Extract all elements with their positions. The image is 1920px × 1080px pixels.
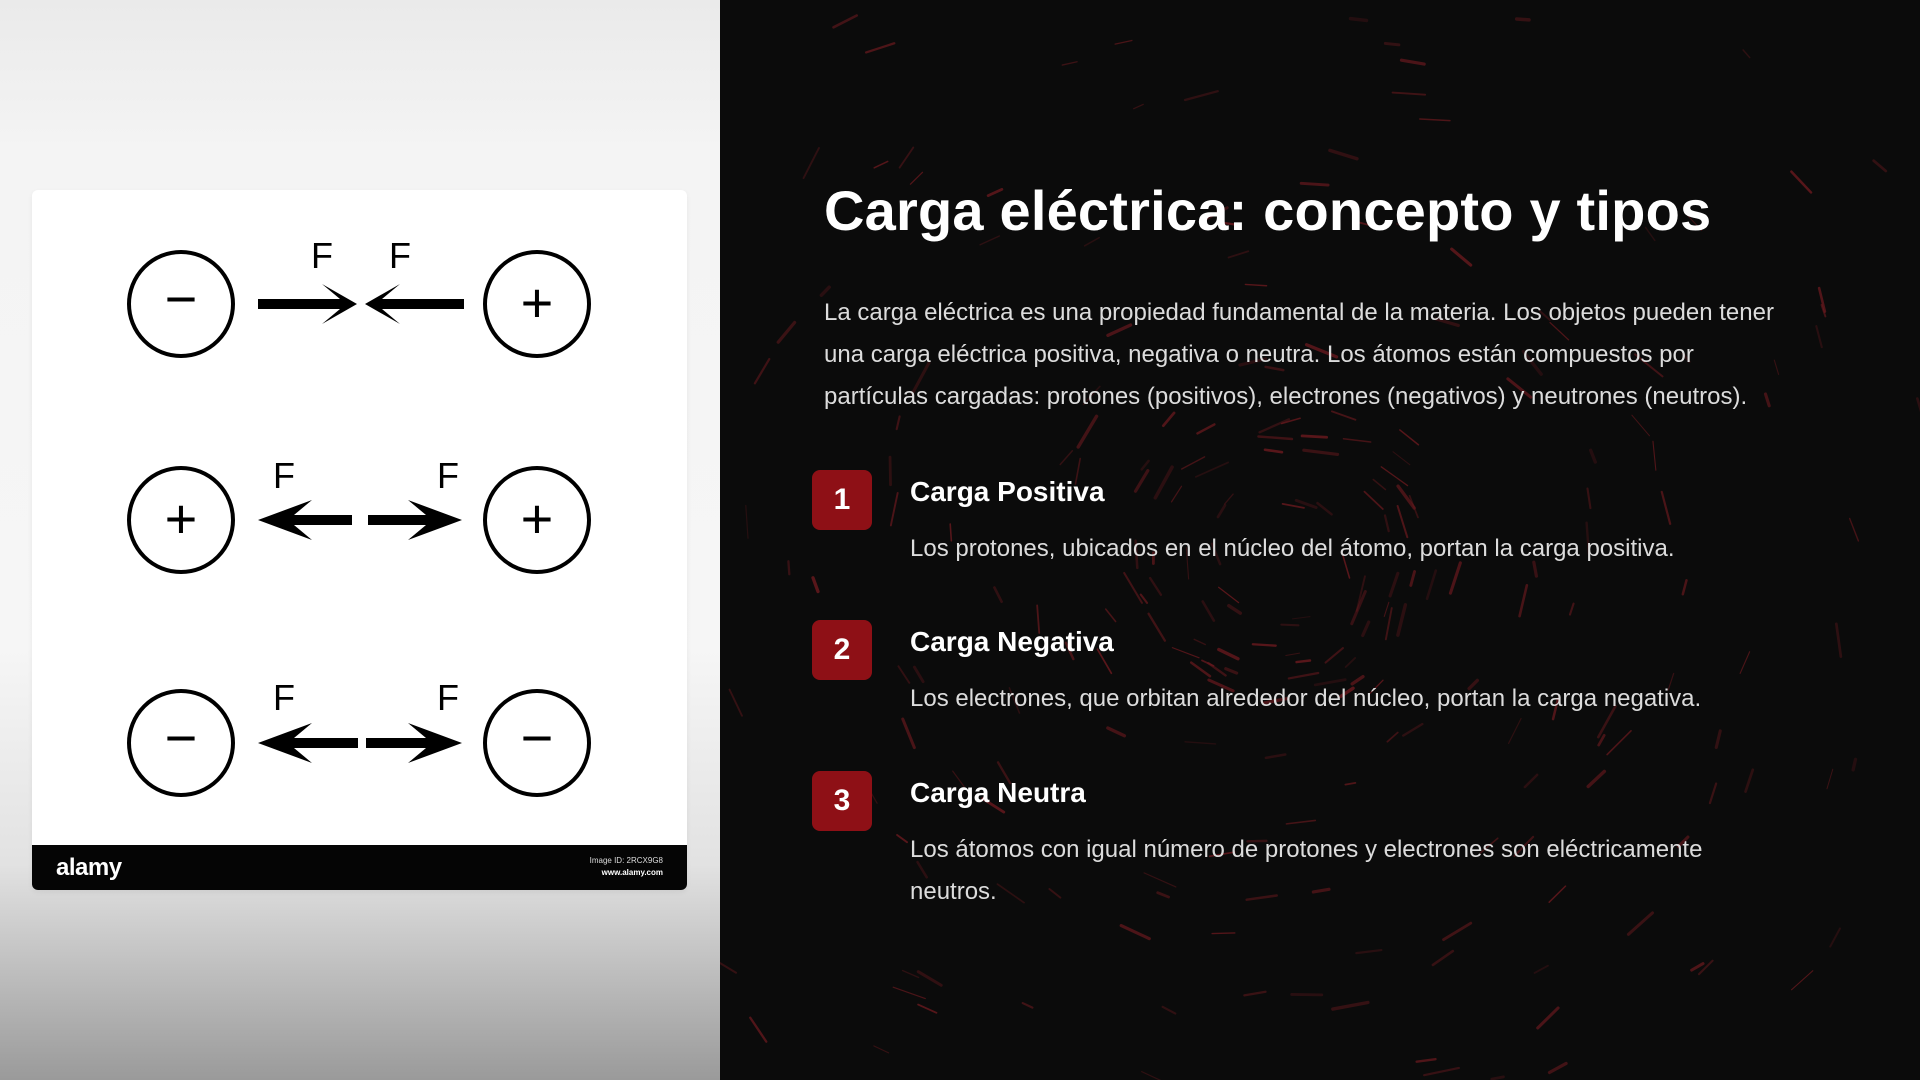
background-streak xyxy=(813,578,818,592)
background-streak xyxy=(746,505,748,538)
charge-force-diagram xyxy=(32,190,687,845)
force-label-left: F xyxy=(273,677,295,718)
background-streak xyxy=(1163,1007,1176,1014)
background-streak xyxy=(1219,650,1238,659)
stock-image xyxy=(32,190,687,890)
background-streak xyxy=(1420,119,1450,121)
background-streak xyxy=(1830,928,1840,946)
image-panel xyxy=(0,0,720,1080)
background-streak xyxy=(1433,951,1453,965)
background-streak xyxy=(1653,441,1656,470)
background-streak xyxy=(1292,617,1310,619)
background-streak xyxy=(720,955,736,973)
background-streak xyxy=(1588,771,1604,786)
background-streak xyxy=(1570,604,1574,615)
background-streak xyxy=(1390,573,1398,596)
background-streak xyxy=(804,148,819,178)
background-streak xyxy=(1108,728,1125,736)
item-description: Los electrones, que orbitan alrededor del núcleo, portan la carga negativa. xyxy=(910,685,1702,712)
alamy-logo: alamy xyxy=(56,854,122,881)
background-streak xyxy=(874,1046,889,1053)
background-streak xyxy=(1283,504,1304,508)
background-streak xyxy=(1836,624,1841,657)
background-streak xyxy=(918,972,941,986)
background-streak xyxy=(1662,492,1670,524)
background-streak xyxy=(1791,172,1811,193)
background-streak xyxy=(1218,505,1225,517)
background-streak xyxy=(893,987,925,998)
background-streak xyxy=(1196,462,1228,476)
background-streak xyxy=(1244,992,1265,996)
number-badge: 3 xyxy=(812,771,872,831)
background-streak xyxy=(1229,606,1241,614)
background-streak xyxy=(1351,19,1367,21)
background-streak xyxy=(1297,661,1310,663)
background-streak xyxy=(1393,93,1426,95)
background-streak xyxy=(750,1018,766,1042)
background-streak xyxy=(1194,639,1205,644)
background-streak xyxy=(1182,457,1205,469)
background-streak xyxy=(1333,1003,1368,1010)
background-streak xyxy=(1124,573,1142,603)
watermark-bar xyxy=(32,845,687,890)
background-streak xyxy=(1403,724,1422,736)
background-streak xyxy=(1330,150,1357,158)
charge-sign-left: + xyxy=(164,487,198,550)
background-streak xyxy=(1078,416,1096,447)
background-streak xyxy=(1265,450,1282,452)
background-streak xyxy=(1317,503,1331,514)
background-streak xyxy=(1398,605,1406,635)
background-streak xyxy=(1260,419,1289,432)
background-streak xyxy=(1136,471,1148,492)
background-streak xyxy=(1827,769,1833,788)
charge-sign-right: − xyxy=(520,706,554,769)
background-streak xyxy=(866,43,894,52)
background-streak xyxy=(1062,62,1077,65)
force-label-right: F xyxy=(437,677,459,718)
background-streak xyxy=(1121,926,1149,939)
background-streak xyxy=(730,690,742,716)
background-streak xyxy=(900,147,914,167)
background-streak xyxy=(1381,467,1407,486)
background-streak xyxy=(898,666,909,683)
background-streak xyxy=(1743,50,1750,58)
background-streak xyxy=(1373,480,1385,490)
background-streak xyxy=(1607,731,1631,755)
background-streak xyxy=(1591,450,1596,462)
background-streak xyxy=(1398,486,1414,508)
background-streak xyxy=(1525,775,1537,787)
background-streak xyxy=(1853,759,1855,770)
background-streak xyxy=(1266,755,1285,758)
background-streak xyxy=(1816,326,1821,347)
background-streak xyxy=(1346,658,1355,667)
background-streak xyxy=(1632,415,1650,436)
background-streak xyxy=(1411,571,1415,585)
background-streak xyxy=(1253,644,1276,645)
background-streak xyxy=(1850,518,1859,540)
background-streak xyxy=(1185,91,1218,100)
arrow-right-icon xyxy=(366,723,462,763)
background-streak xyxy=(1142,1072,1167,1080)
background-streak xyxy=(1683,580,1687,594)
background-streak xyxy=(897,416,900,429)
background-streak xyxy=(1386,608,1392,639)
background-streak xyxy=(1304,450,1338,454)
intro-paragraph: La carga eléctrica es una propiedad fundamental de la materia. Los objetos pueden tener una carga eléctrica positiva, negativa o neutra. Los átomos están compuestos por partículas cargadas: protones (positivos), electrones (negativos) y neutrones (neutros). xyxy=(824,299,1774,410)
background-streak xyxy=(778,322,794,342)
background-streak xyxy=(897,835,907,842)
background-streak xyxy=(1716,731,1720,748)
background-streak xyxy=(1203,601,1214,620)
background-streak xyxy=(1326,648,1343,662)
background-streak xyxy=(918,1005,936,1013)
background-streak xyxy=(1229,251,1249,257)
background-streak xyxy=(1302,436,1326,437)
background-streak xyxy=(1417,1059,1436,1062)
background-streak xyxy=(1060,451,1072,465)
background-streak xyxy=(788,561,789,574)
row-positive-charges xyxy=(129,455,589,572)
background-streak xyxy=(1393,452,1410,465)
force-label-left: F xyxy=(311,235,333,276)
arrow-right-icon xyxy=(368,500,462,540)
background-streak xyxy=(1401,60,1424,64)
background-streak xyxy=(1538,1008,1558,1028)
background-streak xyxy=(1258,436,1292,439)
item-title: Carga Neutra xyxy=(910,777,1086,808)
background-streak xyxy=(1226,669,1237,673)
background-streak xyxy=(1106,609,1116,621)
background-streak xyxy=(1740,652,1749,674)
item-title: Carga Positiva xyxy=(910,476,1105,507)
background-streak xyxy=(1172,648,1199,658)
background-streak xyxy=(1424,1068,1459,1075)
force-label-left: F xyxy=(273,455,295,496)
row-negative-charges xyxy=(129,677,589,795)
number-badge: 1 xyxy=(812,470,872,530)
background-streak xyxy=(1345,783,1355,785)
content-panel xyxy=(720,0,1920,1080)
background-streak xyxy=(1517,19,1529,20)
item-description: Los átomos con igual número de protones y electrones son eléctricamente neutros. xyxy=(910,836,1703,905)
arrow-right-icon xyxy=(258,284,357,324)
background-streak xyxy=(833,15,856,27)
background-streak xyxy=(1387,733,1397,742)
arrow-left-icon xyxy=(258,723,358,763)
background-streak xyxy=(1023,1003,1033,1008)
background-streak xyxy=(1149,614,1165,641)
background-streak xyxy=(1427,571,1436,599)
background-streak xyxy=(1692,964,1703,971)
background-streak xyxy=(1352,592,1366,624)
background-streak xyxy=(1286,820,1315,823)
background-streak xyxy=(1191,663,1210,677)
background-streak xyxy=(1286,653,1300,655)
background-streak xyxy=(1509,718,1521,743)
background-streak xyxy=(1874,161,1886,171)
charge-sign-left: − xyxy=(164,706,198,769)
background-streak xyxy=(1219,587,1239,602)
background-streak xyxy=(1115,40,1132,44)
charge-sign-right: + xyxy=(520,487,554,550)
background-streak xyxy=(1452,249,1471,265)
background-streak xyxy=(1150,578,1161,595)
number-badge: 2 xyxy=(812,620,872,680)
background-streak xyxy=(1385,43,1398,44)
watermark-info xyxy=(590,855,663,879)
background-streak xyxy=(1587,489,1590,508)
watermark-url: www.alamy.com xyxy=(601,868,663,877)
background-streak xyxy=(1155,467,1172,498)
background-streak xyxy=(1699,961,1713,974)
background-streak xyxy=(1343,439,1370,442)
row-opposite-charges xyxy=(129,235,589,356)
background-streak xyxy=(903,719,915,748)
background-streak xyxy=(1444,923,1471,939)
background-streak xyxy=(1364,492,1382,509)
background-streak xyxy=(1549,1063,1566,1072)
background-streak xyxy=(1172,486,1182,502)
force-label-right: F xyxy=(437,455,459,496)
background-streak xyxy=(1212,933,1235,934)
background-streak xyxy=(1628,913,1652,934)
background-streak xyxy=(1384,602,1389,616)
background-streak xyxy=(1356,950,1381,953)
background-streak xyxy=(1208,663,1225,675)
background-streak xyxy=(1142,461,1149,469)
background-streak xyxy=(1134,104,1143,108)
item-title: Carga Negativa xyxy=(910,626,1114,657)
charge-sign-left: − xyxy=(164,267,198,330)
background-streak xyxy=(1792,971,1813,990)
arrow-left-icon xyxy=(365,284,464,324)
background-streak xyxy=(1400,430,1419,445)
item-description: Los protones, ubicados en el núcleo del átomo, portan la carga positiva. xyxy=(910,535,1675,562)
slide-title: Carga eléctrica: concepto y tipos xyxy=(824,179,1712,242)
background-streak xyxy=(1520,585,1527,616)
background-streak xyxy=(1197,424,1214,433)
image-id: Image ID: 2RCX9G8 xyxy=(589,856,663,865)
charge-sign-right: + xyxy=(520,271,554,334)
arrow-left-icon xyxy=(258,500,352,540)
background-streak xyxy=(1281,625,1298,626)
background-streak xyxy=(1410,496,1418,518)
background-streak xyxy=(994,587,1001,601)
background-streak xyxy=(874,161,887,167)
background-streak xyxy=(1185,742,1215,744)
background-streak xyxy=(1710,784,1716,804)
background-streak xyxy=(891,493,898,525)
background-streak xyxy=(1363,622,1369,635)
background-streak xyxy=(1245,284,1266,285)
background-streak xyxy=(903,971,919,978)
background-streak xyxy=(1225,494,1233,504)
background-streak xyxy=(755,359,769,383)
force-label-right: F xyxy=(389,235,411,276)
background-streak xyxy=(1746,770,1753,792)
background-streak xyxy=(1492,1077,1504,1079)
background-streak xyxy=(890,457,891,485)
background-streak xyxy=(1535,966,1548,973)
